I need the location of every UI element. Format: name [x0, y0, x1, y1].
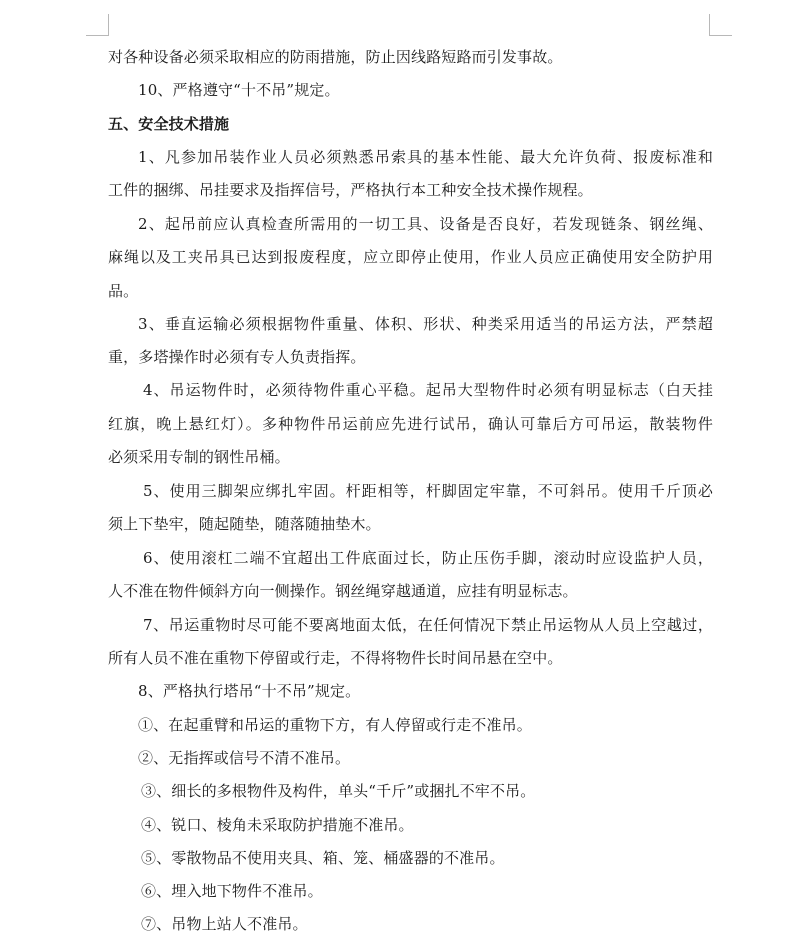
- text-line: 8、严格执行塔吊“十不吊”规定。: [138, 682, 361, 700]
- list-item: ⑦、吊物上站人不准吊。: [141, 915, 308, 933]
- crop-mark-top-right: [709, 14, 732, 36]
- text-line: 必须采用专制的钢性吊桶。: [108, 448, 290, 466]
- text-line: 3、垂直运输必须根据物件重量、体积、形状、种类采用适当的吊运方法，严禁超: [138, 315, 713, 333]
- text-line: 4、吊运物件时，必须待物件重心平稳。起吊大型物件时必须有明显标志（白天挂: [143, 381, 713, 399]
- list-item: ③、细长的多根物件及构件，单头“千斤”或捆扎不牢不吊。: [141, 782, 536, 800]
- text-line: 2、起吊前应认真检查所需用的一切工具、设备是否良好，若发现链条、钢丝绳、: [138, 215, 713, 233]
- list-item: ①、在起重臂和吊运的重物下方，有人停留或行走不准吊。: [138, 716, 532, 734]
- text-line: 10、严格遵守“十不吊”规定。: [138, 81, 340, 99]
- text-line: 重，多塔操作时必须有专人负责指挥。: [108, 348, 366, 366]
- section-heading: 五、安全技术措施: [108, 115, 230, 133]
- text-line: 红旗，晚上悬红灯）。多种物件吊运前应先进行试吊，确认可靠后方可吊运，散装物件: [108, 415, 713, 433]
- text-line: 7、吊运重物时尽可能不要离地面太低，在任何情况下禁止吊运物从人员上空越过，: [143, 616, 713, 634]
- text-line: 品。: [108, 282, 139, 300]
- list-item: ④、锐口、棱角未采取防护措施不准吊。: [141, 816, 414, 834]
- text-line: 人不准在物件倾斜方向一侧操作。钢丝绳穿越通道，应挂有明显标志。: [108, 582, 578, 600]
- text-line: 6、使用滚杠二端不宜超出工件底面过长，防止压伤手脚，滚动时应设监护人员，: [143, 549, 713, 567]
- list-item: ⑥、埋入地下物件不准吊。: [141, 882, 323, 900]
- text-line: 工件的捆绑、吊挂要求及指挥信号，严格执行本工种安全技术操作规程。: [108, 181, 593, 199]
- text-line: 对各种设备必须采取相应的防雨措施，防止因线路短路而引发事故。: [108, 48, 563, 66]
- text-line: 5、使用三脚架应绑扎牢固。杆距相等，杆脚固定牢靠，不可斜吊。使用千斤顶必: [143, 482, 713, 500]
- text-line: 1、凡参加吊装作业人员必须熟悉吊索具的基本性能、最大允许负荷、报废标准和: [138, 148, 713, 166]
- list-item: ⑤、零散物品不使用夹具、箱、笼、桶盛器的不准吊。: [141, 849, 505, 867]
- text-line: 须上下垫牢，随起随垫，随落随抽垫木。: [108, 515, 381, 533]
- crop-mark-top-left: [86, 14, 109, 36]
- text-line: 麻绳以及工夹吊具已达到报废程度，应立即停止使用，作业人员应正确使用安全防护用: [108, 248, 713, 266]
- text-line: 所有人员不准在重物下停留或行走，不得将物件长时间吊悬在空中。: [108, 649, 563, 667]
- list-item: ②、无指挥或信号不清不准吊。: [138, 749, 351, 767]
